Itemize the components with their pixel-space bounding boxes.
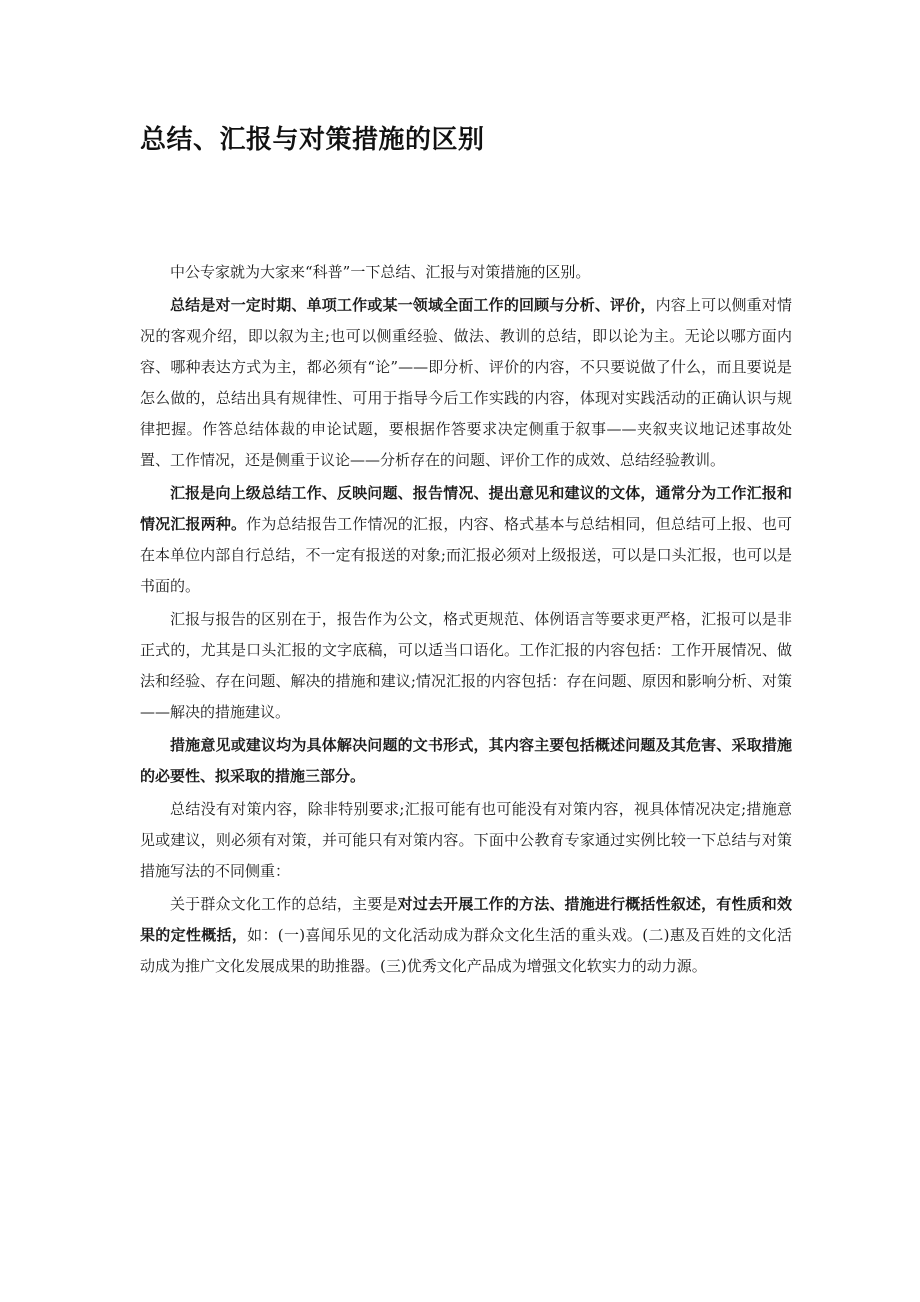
paragraph-report-bold: 汇报是向上级总结工作、反映问题、报告情况、提出意见和建议的文体，通常分为工作汇报和情况汇报两种。 [140,484,792,533]
paragraph-example [140,889,792,982]
paragraph-summary [140,290,792,476]
paragraph-intro [140,257,792,288]
paragraph-comparison-text: 总结没有对策内容，除非特别要求;汇报可能有也可能没有对策内容，视具体情况决定;措施意见或建议，则必须有对策，并可能只有对策内容。下面中公教育专家通过实例比较一下总结与对策措施写法的不同侧重： [140,800,792,880]
paragraph-example-text: 如：(一)喜闻乐见的文化活动成为群众文化生活的重头戏。(二)惠及百姓的文化活动成为推广文化发展成果的助推器。(三)优秀文化产品成为增强文化软实力的动力源。 [140,926,792,975]
paragraph-comparison [140,794,792,887]
paragraph-example-bold: 对过去开展工作的方法、措施进行概括性叙述，有性质和效果的定性概括， [140,895,792,944]
paragraph-summary-text: 内容上可以侧重对情况的客观介绍，即以叙为主;也可以侧重经验、做法、教训的总结，即以论为主。无论以哪方面内容、哪种表达方式为主，都必须有“论”——即分析、评价的内容，不只要说做了什么，而且要说是怎么做的，总结出具有规律性、可用于指导今后工作实践的内容，体现对实践活动的正确认识与规律把握。作答总结体裁的申论试题，要根据作答要求决定侧重于叙事——夹叙夹议地记述事故处置、工作情况，还是侧重于议论——分析存在的问题、评价工作的成效、总结经验教训。 [140,296,792,469]
paragraph-summary-bold: 总结是对一定时期、单项工作或某一领域全面工作的回顾与分析、评价， [170,296,656,314]
paragraph-measures [140,730,792,792]
paragraph-difference [140,604,792,728]
page-title: 总结、汇报与对策措施的区别 [140,125,485,155]
paragraph-example-start: 关于群众文化工作的总结，主要是 [170,895,398,913]
paragraph-intro-text: 中公专家就为大家来“科普”一下总结、汇报与对策措施的区别。 [170,263,591,281]
document-body [140,257,792,984]
paragraph-report-text: 作为总结报告工作情况的汇报，内容、格式基本与总结相同，但总结可上报、也可在本单位内部自行总结，不一定有报送的对象;而汇报必须对上级报送，可以是口头汇报，也可以是书面的。 [140,515,792,595]
paragraph-measures-bold: 措施意见或建议均为具体解决问题的文书形式，其内容主要包括概述问题及其危害、采取措施的必要性、拟采取的措施三部分。 [140,736,792,785]
paragraph-report [140,478,792,602]
paragraph-difference-text: 汇报与报告的区别在于，报告作为公文，格式更规范、体例语言等要求更严格，汇报可以是非正式的，尤其是口头汇报的文字底稿，可以适当口语化。工作汇报的内容包括：工作开展情况、做法和经验、存在问题、解决的措施和建议;情况汇报的内容包括：存在问题、原因和影响分析、对策——解决的措施建议。 [140,610,792,721]
